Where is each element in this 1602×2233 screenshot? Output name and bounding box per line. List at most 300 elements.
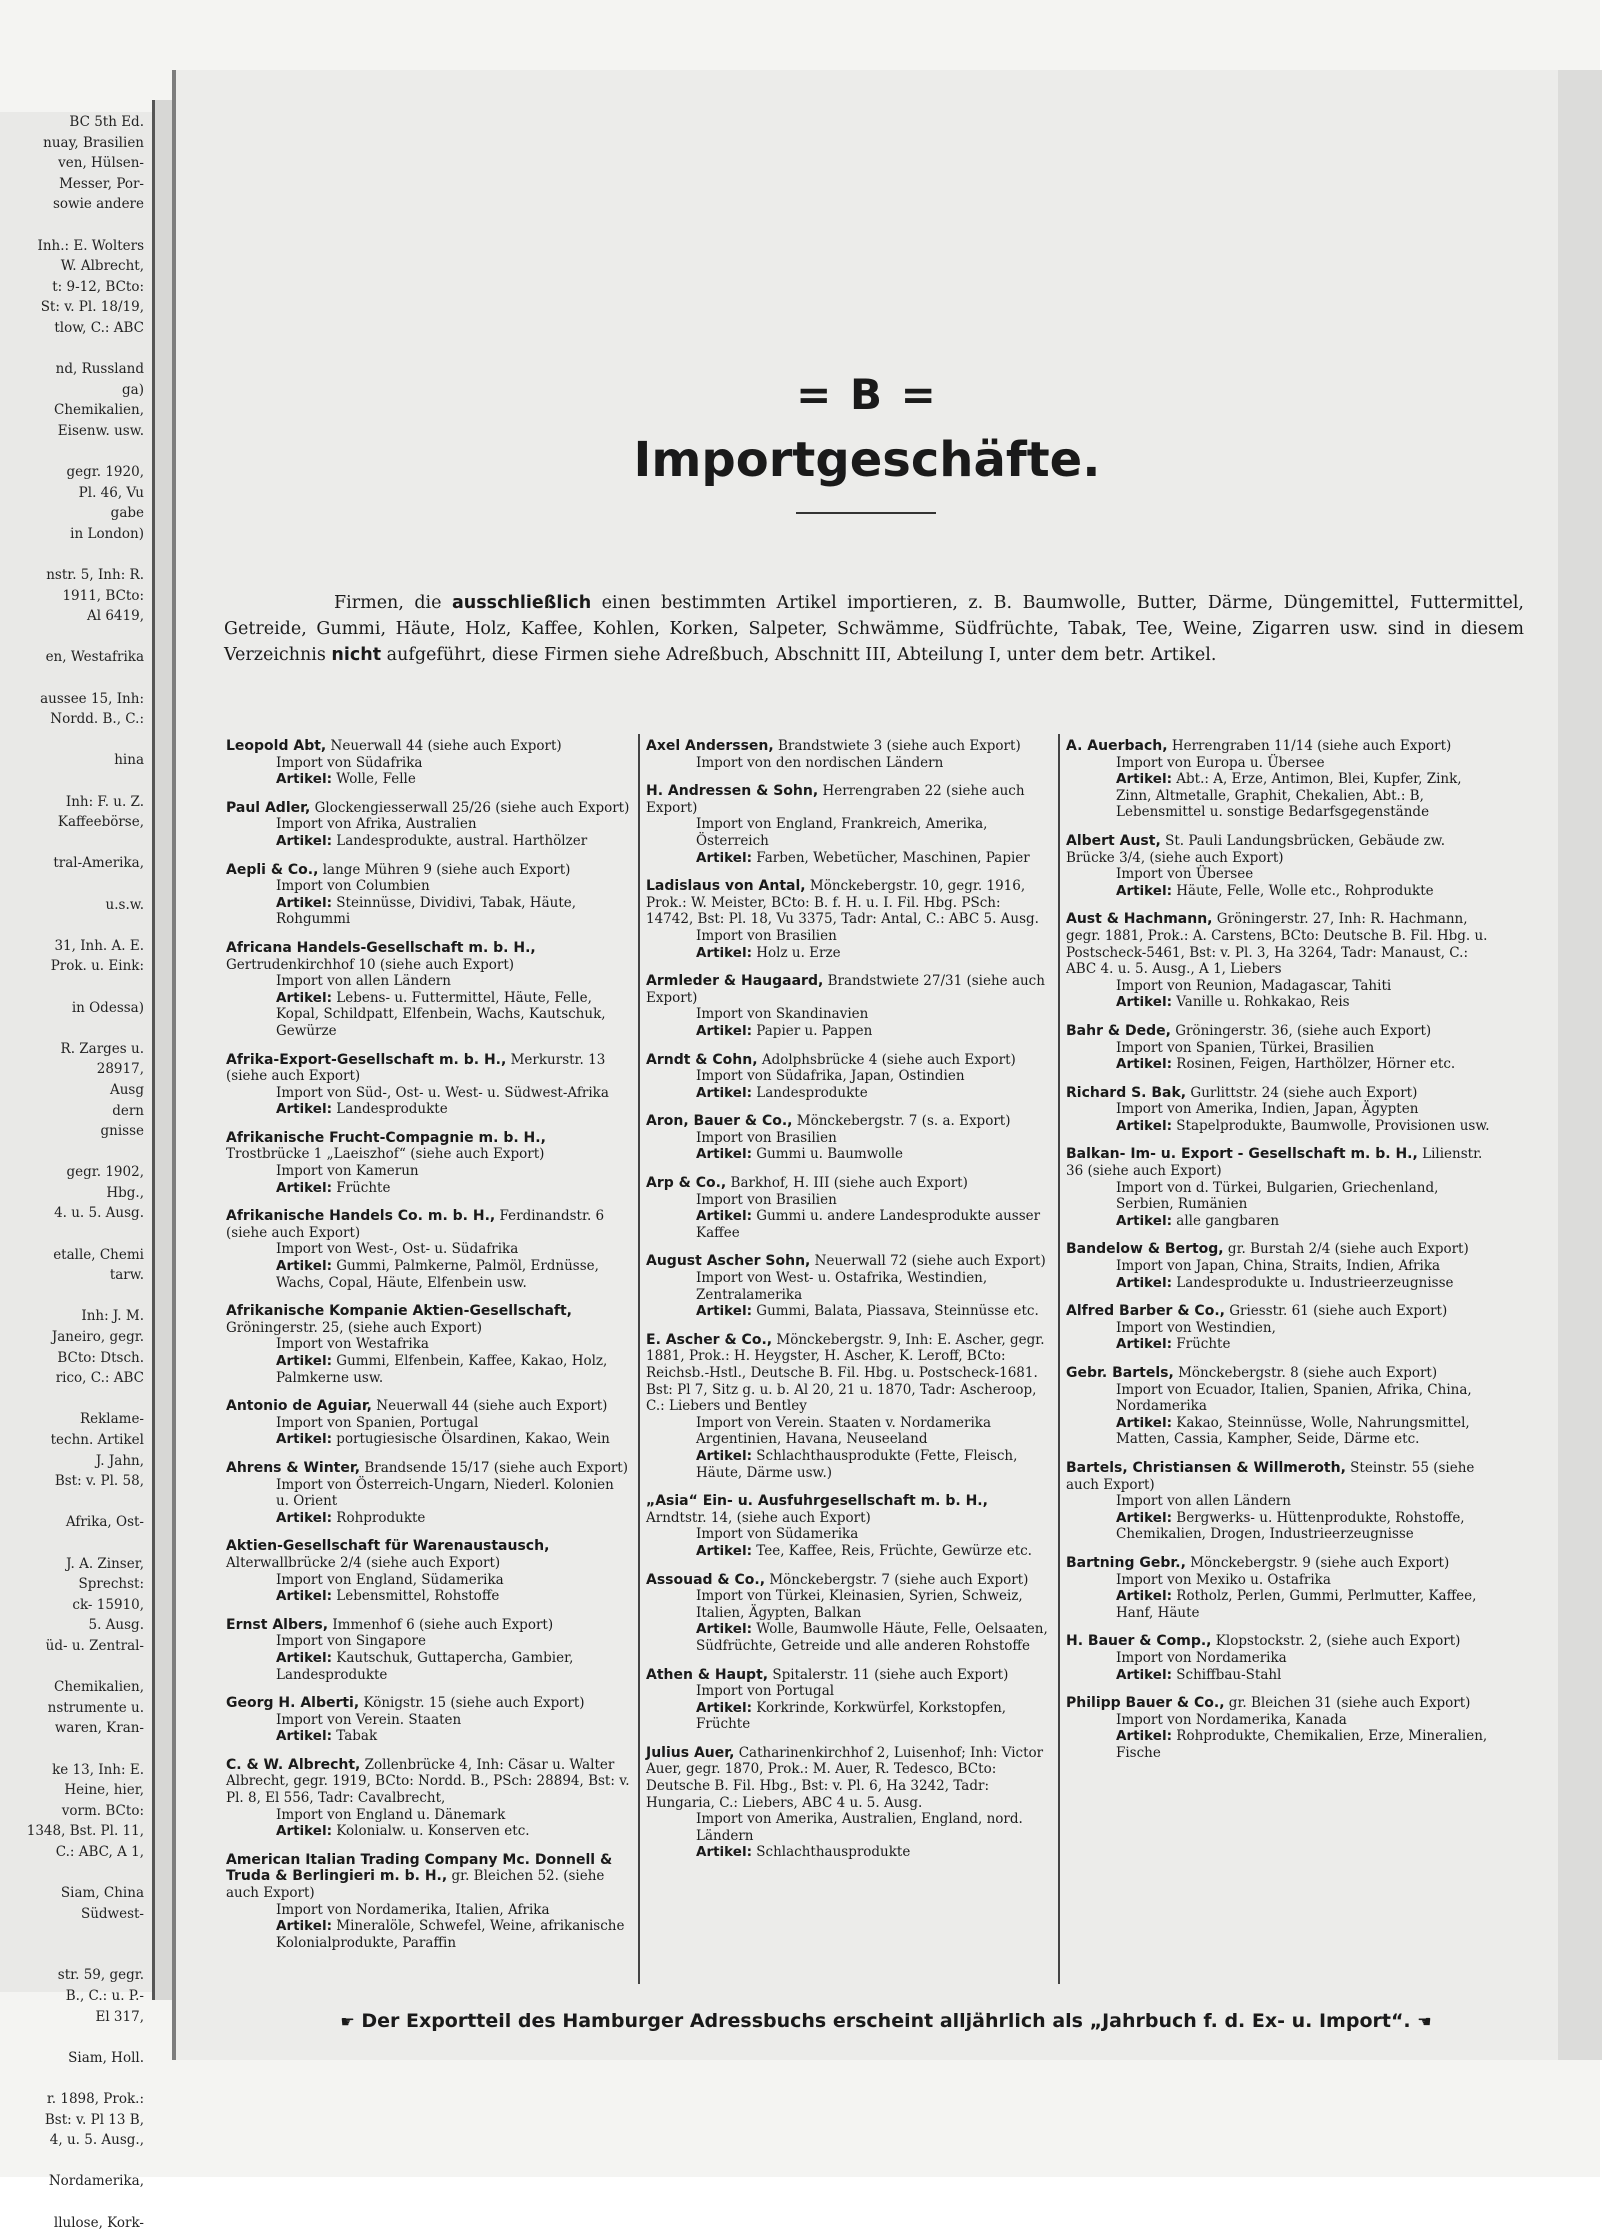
article-value: Rotholz, Perlen, Gummi, Perlmutter, Kaffee, Hanf, Häute <box>1116 1588 1477 1621</box>
firm-address: Brandstwiete 27/31 (siehe auch Export) <box>646 973 1045 1006</box>
import-line: Import von Nordamerika, Kanada <box>1116 1711 1347 1728</box>
left-page-line <box>0 668 152 689</box>
import-line: Import von West- u. Ostafrika, Westindien, Zentralamerika <box>696 1270 988 1303</box>
left-page-line: Siam, Holl. <box>68 2049 144 2066</box>
article-line <box>226 990 631 1040</box>
left-page-line: 28917, <box>96 1061 144 1078</box>
firm-name: Ernst Albers, <box>226 1616 329 1633</box>
left-page-line: u.s.w. <box>105 896 144 913</box>
firm-address: Lilienstr. 36 (siehe auch Export) <box>1066 1146 1483 1180</box>
article-label: Artikel: <box>1116 1117 1172 1134</box>
entry-heading <box>226 1052 631 1085</box>
firm-name: Paul Adler, <box>226 799 311 816</box>
left-page-line: Bst: v. Pl. 58, <box>54 1473 144 1490</box>
firm-name: Ahrens & Winter, <box>226 1459 361 1476</box>
article-label: Artikel: <box>276 989 332 1006</box>
pointing-hand-left-icon: ☚ <box>1417 2012 1432 2031</box>
entry-heading <box>226 1460 631 1477</box>
entry-heading <box>226 1695 631 1712</box>
main-page <box>172 70 1558 2060</box>
directory-entry <box>646 878 1051 961</box>
import-line: Import von Amerika, Indien, Japan, Ägypten <box>1116 1101 1419 1118</box>
firm-address: Zollenbrücke 4, Inh: Cäsar u. Walter Albrecht, gegr. 1919, BCto: Nordd. B., PSch: 28894, Bst: v. Pl. 8, El 556, Tadr: Cavalbrecht, <box>226 1756 630 1807</box>
directory-entry <box>1066 1365 1496 1448</box>
article-value: Kautschuk, Guttapercha, Gambier, Landesprodukte <box>276 1649 574 1683</box>
entry-heading <box>1066 833 1496 866</box>
firm-name: Armleder & Haugaard, <box>646 973 824 990</box>
firm-address: Merkurstr. 13 (siehe auch Export) <box>226 1051 606 1085</box>
directory-entry <box>226 1757 631 1840</box>
article-label: Artikel: <box>696 1022 752 1039</box>
left-page-line: r. 1898, Prok.: <box>46 2091 144 2107</box>
import-line: Import von England, Südamerika <box>276 1571 504 1588</box>
left-page-line: gegr. 1920, <box>66 464 144 481</box>
firm-name: Axel Anderssen, <box>646 738 774 754</box>
firm-name: Aktien-Gesellschaft für Warenaustausch, <box>226 1538 550 1555</box>
left-page-line: techn. Artikel <box>50 1432 144 1448</box>
import-line: Import von Afrika, Australien <box>276 816 477 833</box>
firm-address: Gröningerstr. 25, (siehe auch Export) <box>226 1319 482 1336</box>
firm-address: Trostbrücke 1 „Laeiszhof“ (siehe auch Export) <box>226 1146 545 1163</box>
firm-address: Gurlittstr. 24 (siehe auch Export) <box>1186 1084 1418 1101</box>
entry-heading <box>1066 1460 1496 1493</box>
directory-entry <box>1066 738 1496 821</box>
firm-name: Afrikanische Handels Co. m. b. H., <box>226 1208 496 1225</box>
article-label: Artikel: <box>696 1621 752 1638</box>
intro-paragraph <box>224 590 1524 668</box>
import-line: Import von Süd-, Ost- u. West- u. Südwest-Afrika <box>276 1084 609 1101</box>
article-value: Früchte <box>336 1179 391 1196</box>
intro-emphasis-2: nicht <box>331 645 382 665</box>
firm-name: Georg H. Alberti, <box>226 1695 360 1712</box>
left-page-line: gabe <box>110 505 144 522</box>
left-page-line: gnisse <box>100 1123 144 1140</box>
directory-entry <box>646 1745 1051 1861</box>
import-line: Import von Brasilien <box>696 927 837 944</box>
left-page-line <box>0 977 152 998</box>
left-page-line: en, Westafrika <box>45 649 144 666</box>
left-page-line: Al 6419, <box>86 608 144 625</box>
directory-entry <box>646 1572 1051 1655</box>
left-page-line: Nordd. B., C.: <box>50 711 144 728</box>
entry-heading <box>226 1398 631 1415</box>
article-line <box>1066 771 1496 821</box>
entry-heading <box>226 800 631 817</box>
article-label: Artikel: <box>696 1208 752 1225</box>
firm-name: Afrika-Export-Gesellschaft m. b. H., <box>226 1051 507 1068</box>
article-line <box>646 1700 1051 1733</box>
left-page-line <box>0 1286 152 1307</box>
left-page-line: sowie andere <box>52 196 144 213</box>
article-label: Artikel: <box>1116 1509 1172 1526</box>
article-value: Lebensmittel, Rohstoffe <box>336 1588 500 1605</box>
left-page-line: dern <box>112 1102 144 1119</box>
directory-entry <box>226 738 631 788</box>
firm-name: American Italian Trading Company Mc. Donnell & Truda & Berlingieri m. b. H., <box>226 1851 613 1885</box>
directory-entry <box>1066 1146 1496 1229</box>
entry-heading <box>646 1332 1051 1415</box>
left-page-line: Nordamerika, <box>48 2173 144 2190</box>
directory-entry <box>226 1538 631 1604</box>
article-line <box>226 1180 631 1197</box>
firm-name: H. Andressen & Sohn, <box>646 783 819 800</box>
article-line <box>646 1303 1051 1320</box>
article-value: Vanille u. Rohkakao, Reis <box>1176 994 1350 1011</box>
article-label: Artikel: <box>696 849 752 866</box>
article-value: Rohprodukte <box>336 1509 426 1526</box>
import-line: Import von Westindien, <box>1116 1319 1276 1336</box>
article-line <box>1066 1588 1496 1621</box>
left-page-line <box>0 874 152 895</box>
import-line: Import von Portugal <box>696 1683 835 1700</box>
article-value: Steinnüsse, Dividivi, Tabak, Häute, Rohgummi <box>276 894 577 928</box>
left-page-line: 4. u. 5. Ausg. <box>54 1205 144 1222</box>
import-line: Import von Amerika, Australien, England, nord. Ländern <box>696 1811 1023 1844</box>
entry-heading <box>226 1130 631 1163</box>
entry-heading <box>646 1052 1051 1069</box>
article-line <box>646 850 1051 867</box>
article-line <box>226 1101 631 1118</box>
import-line: Import von d. Türkei, Bulgarien, Griechenland, Serbien, Rumänien <box>1116 1179 1439 1213</box>
left-page-line: tarw. <box>109 1267 144 1284</box>
firm-name: Aust & Hachmann, <box>1066 911 1213 928</box>
firm-address: Brandstwiete 3 (siehe auch Export) <box>773 738 1021 754</box>
import-line: Import von Kamerun <box>276 1163 419 1180</box>
article-label: Artikel: <box>696 944 752 961</box>
article-label: Artikel: <box>696 1844 752 1861</box>
article-value: Farben, Webetücher, Maschinen, Papier <box>756 849 1030 866</box>
article-label: Artikel: <box>276 1918 332 1935</box>
column-divider-2 <box>1058 734 1060 1984</box>
pointing-hand-right-icon: ☛ <box>340 2012 355 2031</box>
firm-address: Ferdinandstr. 6 (siehe auch Export) <box>226 1208 605 1241</box>
article-label: Artikel: <box>696 1084 752 1101</box>
left-page-line: BC 5th Ed. <box>69 114 144 130</box>
firm-name: Antonio de Aguiar, <box>226 1398 372 1415</box>
import-line: Import von Skandinavien <box>696 1006 869 1023</box>
left-page-line: nuay, Brasilien <box>43 134 144 151</box>
entry-heading <box>226 940 631 973</box>
left-page-line: etalle, Chemi <box>53 1246 144 1263</box>
left-page-line: tral-Amerika, <box>53 855 144 872</box>
firm-name: Gebr. Bartels, <box>1066 1365 1174 1381</box>
article-value: Gummi u. Baumwolle <box>756 1146 904 1163</box>
directory-entry <box>226 800 631 850</box>
article-line <box>646 1146 1051 1163</box>
left-page-line <box>0 1924 152 1945</box>
firm-name: Leopold Abt, <box>226 738 327 754</box>
import-line: Import von England u. Dänemark <box>276 1806 506 1823</box>
left-page-line: Eisenw. usw. <box>57 422 144 439</box>
article-line <box>1066 1415 1496 1448</box>
left-page-line: in Odessa) <box>71 999 144 1016</box>
directory-entry <box>1066 1303 1496 1353</box>
left-page-line <box>0 1862 152 1883</box>
article-label: Artikel: <box>1116 1728 1172 1745</box>
firm-address: gr. Bleichen 52. (siehe auch Export) <box>226 1868 605 1902</box>
article-line <box>226 1650 631 1683</box>
import-line: Import von Ecuador, Italien, Spanien, Afrika, China, Nordamerika <box>1116 1381 1472 1415</box>
import-line: Import von allen Ländern <box>1116 1493 1291 1510</box>
entry-heading <box>646 1667 1051 1684</box>
article-value: Tabak <box>336 1728 378 1745</box>
left-page-line: waren, Kran- <box>54 1720 144 1737</box>
article-label: Artikel: <box>276 1179 332 1196</box>
article-line <box>226 1258 631 1291</box>
article-value: Gummi u. andere Landesprodukte ausser Kaffee <box>696 1208 1041 1241</box>
left-page-line <box>0 2027 152 2048</box>
directory-entry <box>1066 1023 1496 1073</box>
left-page-line: 1348, Bst. Pl. 11, <box>26 1823 144 1840</box>
article-line <box>1066 1213 1496 1230</box>
import-line: Import von England, Frankreich, Amerika, Österreich <box>696 816 988 849</box>
firm-address: Alterwallbrücke 2/4 (siehe auch Export) <box>226 1554 501 1571</box>
import-line: Import von Europa u. Übersee <box>1116 754 1325 771</box>
intro-text-3: aufgeführt, diese Firmen siehe Adreßbuch, Abschnitt III, Abteilung I, unter dem betr. Artikel. <box>381 645 1217 665</box>
article-label: Artikel: <box>696 1146 752 1163</box>
article-label: Artikel: <box>276 1431 332 1448</box>
entry-heading <box>226 1303 631 1336</box>
import-line: Import von Österreich-Ungarn, Niederl. Kolonien u. Orient <box>276 1476 614 1510</box>
firm-address: lange Mühren 9 (siehe auch Export) <box>318 861 571 878</box>
directory-entry <box>1066 1555 1496 1621</box>
firm-address: Mönckebergstr. 9 (siehe auch Export) <box>1185 1554 1450 1571</box>
left-page-line: Messer, Por- <box>59 175 144 192</box>
firm-address: Neuerwall 72 (siehe auch Export) <box>810 1253 1046 1270</box>
directory-entry <box>226 1130 631 1196</box>
left-page-line: Siam, China <box>60 1885 144 1902</box>
left-page-line: Chemikalien, <box>54 402 144 419</box>
import-line: Import von Verein. Staaten v. Nordamerika Argentinien, Havana, Neuseeland <box>696 1414 992 1448</box>
firm-address: Catharinenkirchhof 2, Luisenhof; Inh: Victor Auer, gegr. 1870, Prok.: M. Auer, R. Tedesco, BCto: Deutsche B. Fil. Hbg., Bst: v. Pl. 6, Ha 3242, Tadr: Hungaria, C.: Liebers, ABC 4 u. 5. Ausg. <box>646 1744 1044 1811</box>
entry-heading <box>226 1757 631 1807</box>
firm-address: Gertrudenkirchhof 10 (siehe auch Export) <box>226 956 515 973</box>
article-line <box>1066 883 1496 900</box>
entry-heading <box>1066 1303 1496 1320</box>
left-page-line: Chemikalien, <box>54 1679 144 1696</box>
article-value: Landesprodukte <box>336 1101 448 1118</box>
firm-address: Mönckebergstr. 8 (siehe auch Export) <box>1173 1365 1438 1381</box>
import-line: Import von allen Ländern <box>276 973 451 990</box>
left-page-line: Südwest- <box>80 1905 144 1922</box>
directory-entry <box>226 1617 631 1683</box>
article-label: Artikel: <box>1116 771 1172 788</box>
import-line: Import von Mexiko u. Ostafrika <box>1116 1571 1331 1588</box>
import-line: Import von Reunion, Madagascar, Tahiti <box>1116 977 1392 994</box>
left-page-line <box>0 339 152 360</box>
left-page-line <box>0 2151 152 2172</box>
article-label: Artikel: <box>276 1588 332 1605</box>
firm-name: Africana Handels-Gesellschaft m. b. H., <box>226 939 536 956</box>
left-page-line: W. Albrecht, <box>60 258 144 275</box>
left-page-line: ga) <box>122 381 144 398</box>
directory-entry <box>646 783 1051 866</box>
directory-entry <box>646 1052 1051 1102</box>
import-line: Import von Brasilien <box>696 1191 837 1208</box>
directory-entry <box>1066 1460 1496 1543</box>
directory-entry <box>226 1695 631 1745</box>
article-label: Artikel: <box>1116 1274 1172 1291</box>
firm-address: Adolphsbrücke 4 (siehe auch Export) <box>757 1051 1016 1068</box>
left-page-line: Afrika, Ost- <box>65 1514 144 1531</box>
left-page-line: 1911, BCto: <box>62 587 144 604</box>
left-page-line: Inh: F. u. Z. <box>65 793 144 810</box>
firm-address: gr. Bleichen 31 (siehe auch Export) <box>1224 1695 1471 1712</box>
import-line: Import von Brasilien <box>696 1129 837 1146</box>
entry-heading <box>646 878 1051 928</box>
article-line <box>646 1208 1051 1241</box>
left-page-line: Pl. 46, Vu <box>78 484 144 501</box>
entry-heading <box>226 1617 631 1634</box>
import-line: Import von Übersee <box>1116 866 1254 883</box>
article-line <box>1066 1118 1496 1135</box>
article-value: portugiesische Ölsardinen, Kakao, Wein <box>336 1431 610 1448</box>
left-page-line <box>0 915 152 936</box>
directory-entry <box>1066 1085 1496 1135</box>
article-label: Artikel: <box>1116 882 1172 899</box>
entry-heading <box>226 1538 631 1571</box>
left-page-line <box>0 1657 152 1678</box>
left-page-line: 5. Ausg. <box>88 1617 144 1634</box>
left-page-line: J. A. Zinser, <box>66 1555 144 1572</box>
left-page-line: vorm. BCto: <box>61 1802 144 1819</box>
footer-note <box>246 2010 1526 2032</box>
left-page-line: gegr. 1902, <box>66 1164 144 1181</box>
article-value: Rohprodukte, Chemikalien, Erze, Mineralien, Fische <box>1116 1728 1488 1761</box>
firm-name: Albert Aust, <box>1066 832 1161 849</box>
directory-entry <box>226 1303 631 1386</box>
article-line <box>646 1844 1051 1861</box>
entry-heading <box>646 1113 1051 1130</box>
article-label: Artikel: <box>696 1303 752 1320</box>
intro-emphasis-1: ausschließlich <box>451 593 592 613</box>
article-value: Früchte <box>1176 1336 1231 1353</box>
article-line <box>646 1085 1051 1102</box>
import-line: Import von Nordamerika, Italien, Afrika <box>276 1901 550 1918</box>
column-1 <box>226 738 631 1963</box>
import-line: Import von Verein. Staaten <box>276 1711 462 1728</box>
article-line <box>1066 1336 1496 1353</box>
article-value: Mineralöle, Schwefel, Weine, afrikanische Kolonialprodukte, Paraffin <box>276 1918 625 1951</box>
left-page-line: aussee 15, Inh: <box>40 690 144 707</box>
entry-heading <box>226 738 631 755</box>
entry-heading <box>1066 1023 1496 1040</box>
entry-heading <box>1066 1365 1496 1382</box>
entry-heading <box>226 1852 631 1902</box>
article-label: Artikel: <box>276 1353 332 1369</box>
firm-address: Neuerwall 44 (siehe auch Export) <box>372 1398 608 1415</box>
entry-heading <box>646 1253 1051 1270</box>
left-page-line: Kaffeebörse, <box>57 814 144 831</box>
left-page-line: üd- u. Zentral- <box>45 1637 144 1654</box>
left-page-line <box>0 1492 152 1513</box>
left-page-line: Inh.: E. Wolters <box>37 237 144 254</box>
left-page-line: hina <box>114 752 144 769</box>
directory-entry <box>646 973 1051 1039</box>
article-label: Artikel: <box>1116 1666 1172 1683</box>
entry-heading <box>1066 1146 1496 1179</box>
import-line: Import von Spanien, Portugal <box>276 1414 479 1431</box>
firm-name: H. Bauer & Comp., <box>1066 1633 1212 1650</box>
article-value: Abt.: A, Erze, Antimon, Blei, Kupfer, Zink, Zinn, Altmetalle, Graphit, Chekalien, Abt.: B, Lebensmittel u. sonstige Bedarfsgegenstände <box>1116 771 1462 821</box>
left-page-line: in London) <box>70 525 144 542</box>
article-line <box>646 1543 1051 1560</box>
article-label: Artikel: <box>1116 1336 1172 1353</box>
firm-address: Mönckebergstr. 10, gegr. 1916, Prok.: W. Meister, BCto: B. f. H. u. I. Fil. Hbg. PSch: 14742, Bst: Pl. 18, Vu 3375, Tadr: Antal, C.: ABC 5. Ausg. <box>646 878 1039 928</box>
entry-heading <box>646 1745 1051 1811</box>
import-line: Import von Westafrika <box>276 1336 429 1353</box>
article-value: Stapelprodukte, Baumwolle, Provisionen usw. <box>1176 1117 1490 1134</box>
directory-entry <box>226 1208 631 1291</box>
article-value: alle gangbaren <box>1176 1212 1280 1229</box>
firm-address: Herrengraben 11/14 (siehe auch Export) <box>1167 738 1452 754</box>
article-label: Artikel: <box>276 832 332 849</box>
import-line: Import von den nordischen Ländern <box>696 754 944 771</box>
directory-entry <box>646 1667 1051 1733</box>
article-line <box>646 945 1051 962</box>
left-page-line: 31, Inh. A. E. <box>54 937 144 954</box>
article-label: Artikel: <box>276 1101 332 1118</box>
left-page-line: ven, Hülsen- <box>58 155 144 172</box>
article-label: Artikel: <box>276 1258 332 1275</box>
article-label: Artikel: <box>1116 1056 1172 1073</box>
firm-name: Alfred Barber & Co., <box>1066 1303 1225 1320</box>
article-label: Artikel: <box>276 1823 332 1840</box>
article-label: Artikel: <box>1116 994 1172 1011</box>
entry-heading <box>646 973 1051 1006</box>
firm-address: Mönckebergstr. 9, Inh: E. Ascher, gegr. 1881, Prok.: H. Heygster, H. Ascher, K. Leroff, BCto: Reichsb.-Hstl., Deutsche B. Fil. Hbg. u. Postscheck-1681. Bst: Pl 7, Sitz g. u. b. Al 20, 21 u. 1870, Tadr: Ascheroop, C.: Liebers und Bentley <box>646 1331 1045 1415</box>
article-line <box>1066 1728 1496 1761</box>
firm-name: Bartning Gebr., <box>1066 1554 1186 1571</box>
firm-name: Aepli & Co., <box>226 861 319 878</box>
left-page-line <box>0 1945 152 1966</box>
left-page-line <box>0 1739 152 1760</box>
directory-entry <box>646 1332 1051 1481</box>
left-page-line <box>0 544 152 565</box>
article-line <box>1066 994 1496 1011</box>
article-value: Bergwerks- u. Hüttenprodukte, Rohstoffe, Chemikalien, Drogen, Industrieerzeugnisse <box>1116 1509 1465 1543</box>
left-page-line: 4, u. 5. Ausg., <box>49 2132 144 2149</box>
import-line: Import von Japan, China, Straits, Indien, Afrika <box>1116 1258 1441 1275</box>
firm-address: Arndtstr. 14, (siehe auch Export) <box>646 1509 871 1526</box>
entry-heading <box>1066 1633 1496 1650</box>
import-line: Import von Nordamerika <box>1116 1649 1287 1666</box>
firm-name: Bandelow & Bertog, <box>1066 1241 1224 1258</box>
left-page-line: St: v. Pl. 18/19, <box>40 299 144 316</box>
article-value: Gummi, Palmkerne, Palmöl, Erdnüsse, Wachs, Copal, Häute, Elfenbein usw. <box>276 1258 599 1291</box>
left-page-line: Ausg <box>109 1081 144 1098</box>
article-label: Artikel: <box>1116 1212 1172 1229</box>
title-divider <box>796 512 936 514</box>
import-line: Import von Südamerika <box>696 1526 859 1543</box>
left-page-line: BCto: Dtsch. <box>57 1349 144 1366</box>
firm-address: Steinstr. 55 (siehe auch Export) <box>1066 1459 1475 1493</box>
firm-address: Gröningerstr. 36, (siehe auch Export) <box>1170 1022 1432 1039</box>
left-page-line: Heine, hier, <box>64 1782 144 1799</box>
left-page-line: Janeiro, gegr. <box>51 1329 144 1346</box>
left-page-line: ck- 15910, <box>72 1596 144 1613</box>
entry-heading <box>1066 1555 1496 1572</box>
left-page-line: Reklame- <box>79 1411 144 1428</box>
firm-address: Spitalerstr. 11 (siehe auch Export) <box>768 1666 1009 1683</box>
entry-heading <box>1066 738 1496 755</box>
firm-name: C. & W. Albrecht, <box>226 1756 361 1773</box>
entry-heading <box>1066 1241 1496 1258</box>
left-page-line <box>0 1224 152 1245</box>
left-page-line <box>0 730 152 751</box>
directory-entry <box>1066 1695 1496 1761</box>
left-page-line: ke 13, Inh: E. <box>52 1761 144 1778</box>
